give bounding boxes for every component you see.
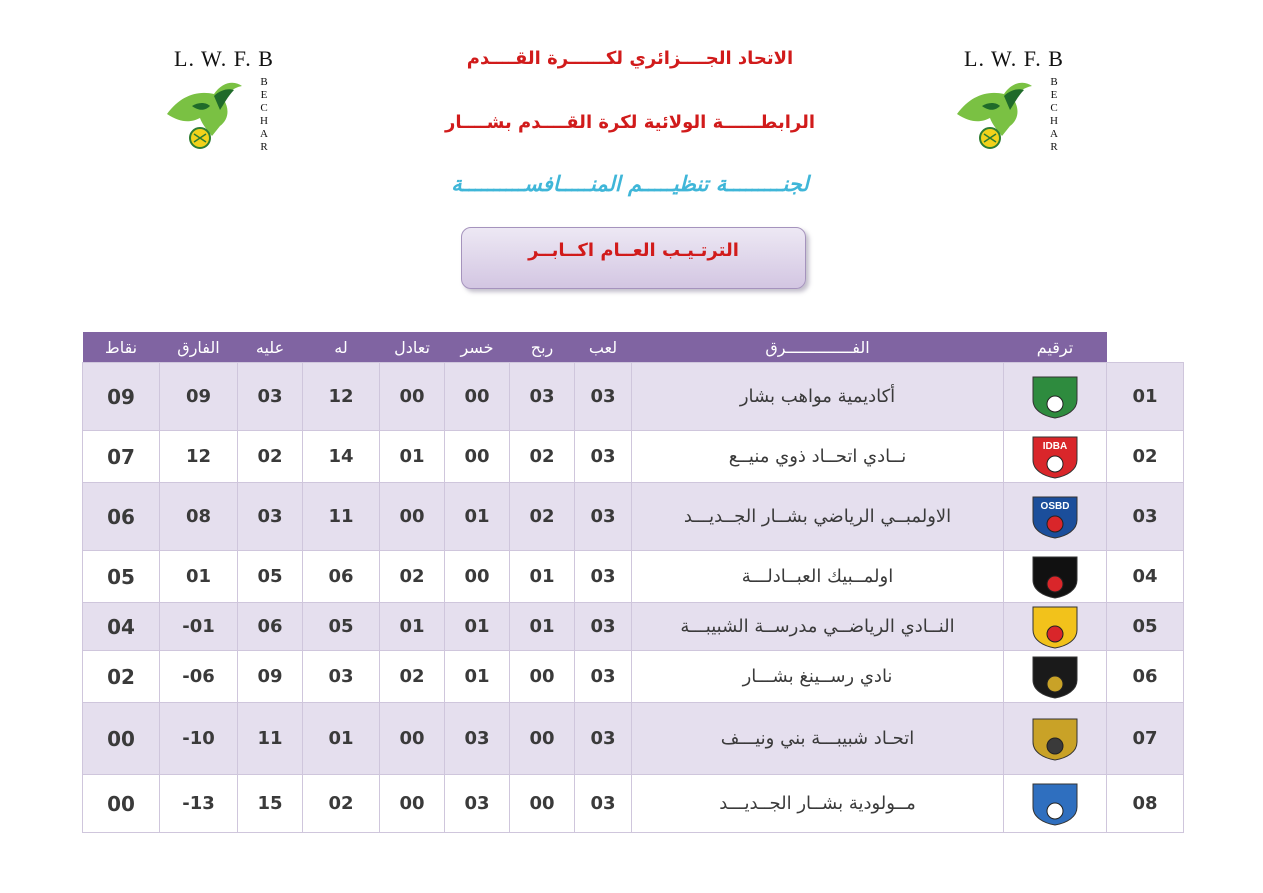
- header-blank: [1107, 332, 1184, 363]
- league-logo-right: [952, 42, 1082, 152]
- cell-goals-against: 03: [238, 483, 303, 551]
- cell-goal-diff: 12: [160, 431, 238, 483]
- cell-goal-diff: 01: [160, 551, 238, 603]
- cell-team: نــادي اتحــاد ذوي منيــع: [632, 431, 1004, 483]
- cell-rank: 02: [1107, 431, 1184, 483]
- cell-lost: 00: [445, 551, 510, 603]
- cell-won: 02: [510, 483, 575, 551]
- cell-team: نادي رســينغ بشـــار: [632, 651, 1004, 703]
- cell-lost: 01: [445, 603, 510, 651]
- cell-goals-for: 02: [303, 775, 380, 833]
- cell-goals-for: 06: [303, 551, 380, 603]
- cell-rank: 01: [1107, 363, 1184, 431]
- cell-goals-against: 05: [238, 551, 303, 603]
- cell-rank: 05: [1107, 603, 1184, 651]
- footballer-icon: [162, 76, 257, 151]
- black-red-shield-crest-icon: [1025, 554, 1085, 600]
- cell-won: 01: [510, 551, 575, 603]
- gold-crest-icon: [1025, 716, 1085, 762]
- table-row: [83, 703, 1184, 775]
- cell-goals-for: 01: [303, 703, 380, 775]
- cell-goals-for: 03: [303, 651, 380, 703]
- cell-crest: [1004, 551, 1107, 603]
- cell-played: 03: [575, 603, 632, 651]
- cell-played: 03: [575, 651, 632, 703]
- table-row: [83, 431, 1184, 483]
- cell-crest: [1004, 431, 1107, 483]
- table-row: [83, 483, 1184, 551]
- cell-rank: 08: [1107, 775, 1184, 833]
- cell-rank: 07: [1107, 703, 1184, 775]
- cell-crest: [1004, 775, 1107, 833]
- yellow-red-crest-icon: [1025, 604, 1085, 650]
- table-row: [83, 551, 1184, 603]
- cell-won: 00: [510, 703, 575, 775]
- cell-goals-against: 06: [238, 603, 303, 651]
- cell-lost: 03: [445, 775, 510, 833]
- cell-rank: 03: [1107, 483, 1184, 551]
- cell-crest: [1004, 651, 1107, 703]
- cell-lost: 01: [445, 651, 510, 703]
- col-header-points: نقاط: [83, 332, 160, 363]
- cell-points: 09: [83, 363, 160, 431]
- col-header-goal-diff: الفارق: [160, 332, 238, 363]
- black-gold-crest-icon: [1025, 654, 1085, 700]
- cell-drawn: 01: [380, 603, 445, 651]
- cell-goals-for: 12: [303, 363, 380, 431]
- cell-played: 03: [575, 775, 632, 833]
- cell-won: 00: [510, 651, 575, 703]
- table-row: [83, 775, 1184, 833]
- cell-points: 04: [83, 603, 160, 651]
- cell-team: النــادي الرياضــي مدرســة الشبيبـــة: [632, 603, 1004, 651]
- cell-drawn: 00: [380, 483, 445, 551]
- standings-table: [82, 332, 1184, 833]
- cell-goals-for: 14: [303, 431, 380, 483]
- cell-lost: 00: [445, 363, 510, 431]
- col-header-lost: خسر: [445, 332, 510, 363]
- committee-name: لجنـــــــــة تنظيـــــم المنـــــافســــــــــة: [451, 172, 809, 196]
- city-letters: B E C H A R: [1050, 76, 1058, 153]
- cell-points: 06: [83, 483, 160, 551]
- col-header-played: لعب: [575, 332, 632, 363]
- cell-goals-against: 15: [238, 775, 303, 833]
- cell-points: 00: [83, 703, 160, 775]
- cell-played: 03: [575, 363, 632, 431]
- cell-goal-diff: 09: [160, 363, 238, 431]
- league-abbr: L. W. F. B: [964, 46, 1064, 71]
- cell-lost: 03: [445, 703, 510, 775]
- table-row: [83, 603, 1184, 651]
- cell-goals-for: 11: [303, 483, 380, 551]
- cell-team: اتحـاد شبيبـــة بني ونيـــف: [632, 703, 1004, 775]
- cell-won: 02: [510, 431, 575, 483]
- cell-team: مــولودية بشــار الجــديـــد: [632, 775, 1004, 833]
- cell-points: 07: [83, 431, 160, 483]
- footballer-icon: [952, 76, 1047, 151]
- cell-crest: [1004, 603, 1107, 651]
- cell-rank: 06: [1107, 651, 1184, 703]
- standings-title-badge: [461, 227, 806, 289]
- cell-played: 03: [575, 703, 632, 775]
- cell-goal-diff: -01: [160, 603, 238, 651]
- cell-goals-against: 02: [238, 431, 303, 483]
- col-header-won: ربح: [510, 332, 575, 363]
- crest-text: OSBD: [1040, 500, 1070, 512]
- cell-drawn: 00: [380, 363, 445, 431]
- cell-played: 03: [575, 483, 632, 551]
- cell-goals-against: 09: [238, 651, 303, 703]
- cell-goal-diff: -10: [160, 703, 238, 775]
- cell-drawn: 00: [380, 775, 445, 833]
- cell-points: 02: [83, 651, 160, 703]
- cell-goal-diff: -13: [160, 775, 238, 833]
- cell-played: 03: [575, 431, 632, 483]
- cell-team: الاولمبــي الرياضي بشــار الجــديـــد: [632, 483, 1004, 551]
- league-abbr: L. W. F. B: [174, 46, 274, 71]
- col-header-team: الفــــــــــــــرق: [632, 332, 1004, 363]
- cell-drawn: 02: [380, 551, 445, 603]
- table-row: [83, 651, 1184, 703]
- col-header-drawn: تعادل: [380, 332, 445, 363]
- cell-won: 03: [510, 363, 575, 431]
- league-logo-left: [162, 42, 292, 152]
- blue-ball-crest-icon: [1025, 781, 1085, 827]
- cell-team: أكاديمية مواهب بشار: [632, 363, 1004, 431]
- blue-red-crest-icon: [1025, 494, 1085, 540]
- green-white-crest-icon: [1025, 374, 1085, 420]
- league-name: الرابطــــــة الولائية لكرة القــــدم بشــــار: [444, 112, 816, 133]
- cell-goals-for: 05: [303, 603, 380, 651]
- cell-goal-diff: -06: [160, 651, 238, 703]
- cell-played: 03: [575, 551, 632, 603]
- cell-team: اولمــبيك العبــادلـــة: [632, 551, 1004, 603]
- table-header-row: [83, 332, 1184, 363]
- table-row: [83, 363, 1184, 431]
- cell-drawn: 00: [380, 703, 445, 775]
- col-header-rank: ترقيم: [1004, 332, 1107, 363]
- cell-drawn: 02: [380, 651, 445, 703]
- red-shield-crest-icon: [1025, 434, 1085, 480]
- federation-title: الاتحاد الجــــزائري لكــــــرة القــــدم: [466, 48, 794, 69]
- cell-points: 05: [83, 551, 160, 603]
- cell-rank: 04: [1107, 551, 1184, 603]
- col-header-goals-against: عليه: [238, 332, 303, 363]
- cell-goal-diff: 08: [160, 483, 238, 551]
- col-header-goals-for: له: [303, 332, 380, 363]
- cell-crest: [1004, 483, 1107, 551]
- cell-crest: [1004, 703, 1107, 775]
- cell-points: 00: [83, 775, 160, 833]
- cell-drawn: 01: [380, 431, 445, 483]
- cell-goals-against: 03: [238, 363, 303, 431]
- cell-won: 00: [510, 775, 575, 833]
- city-letters: B E C H A R: [260, 76, 268, 153]
- cell-lost: 01: [445, 483, 510, 551]
- cell-goals-against: 11: [238, 703, 303, 775]
- crest-text: IDBA: [1042, 440, 1068, 452]
- cell-won: 01: [510, 603, 575, 651]
- cell-crest: [1004, 363, 1107, 431]
- cell-lost: 00: [445, 431, 510, 483]
- standings-title: الترتـيـب العــام اكــابــر: [528, 240, 739, 261]
